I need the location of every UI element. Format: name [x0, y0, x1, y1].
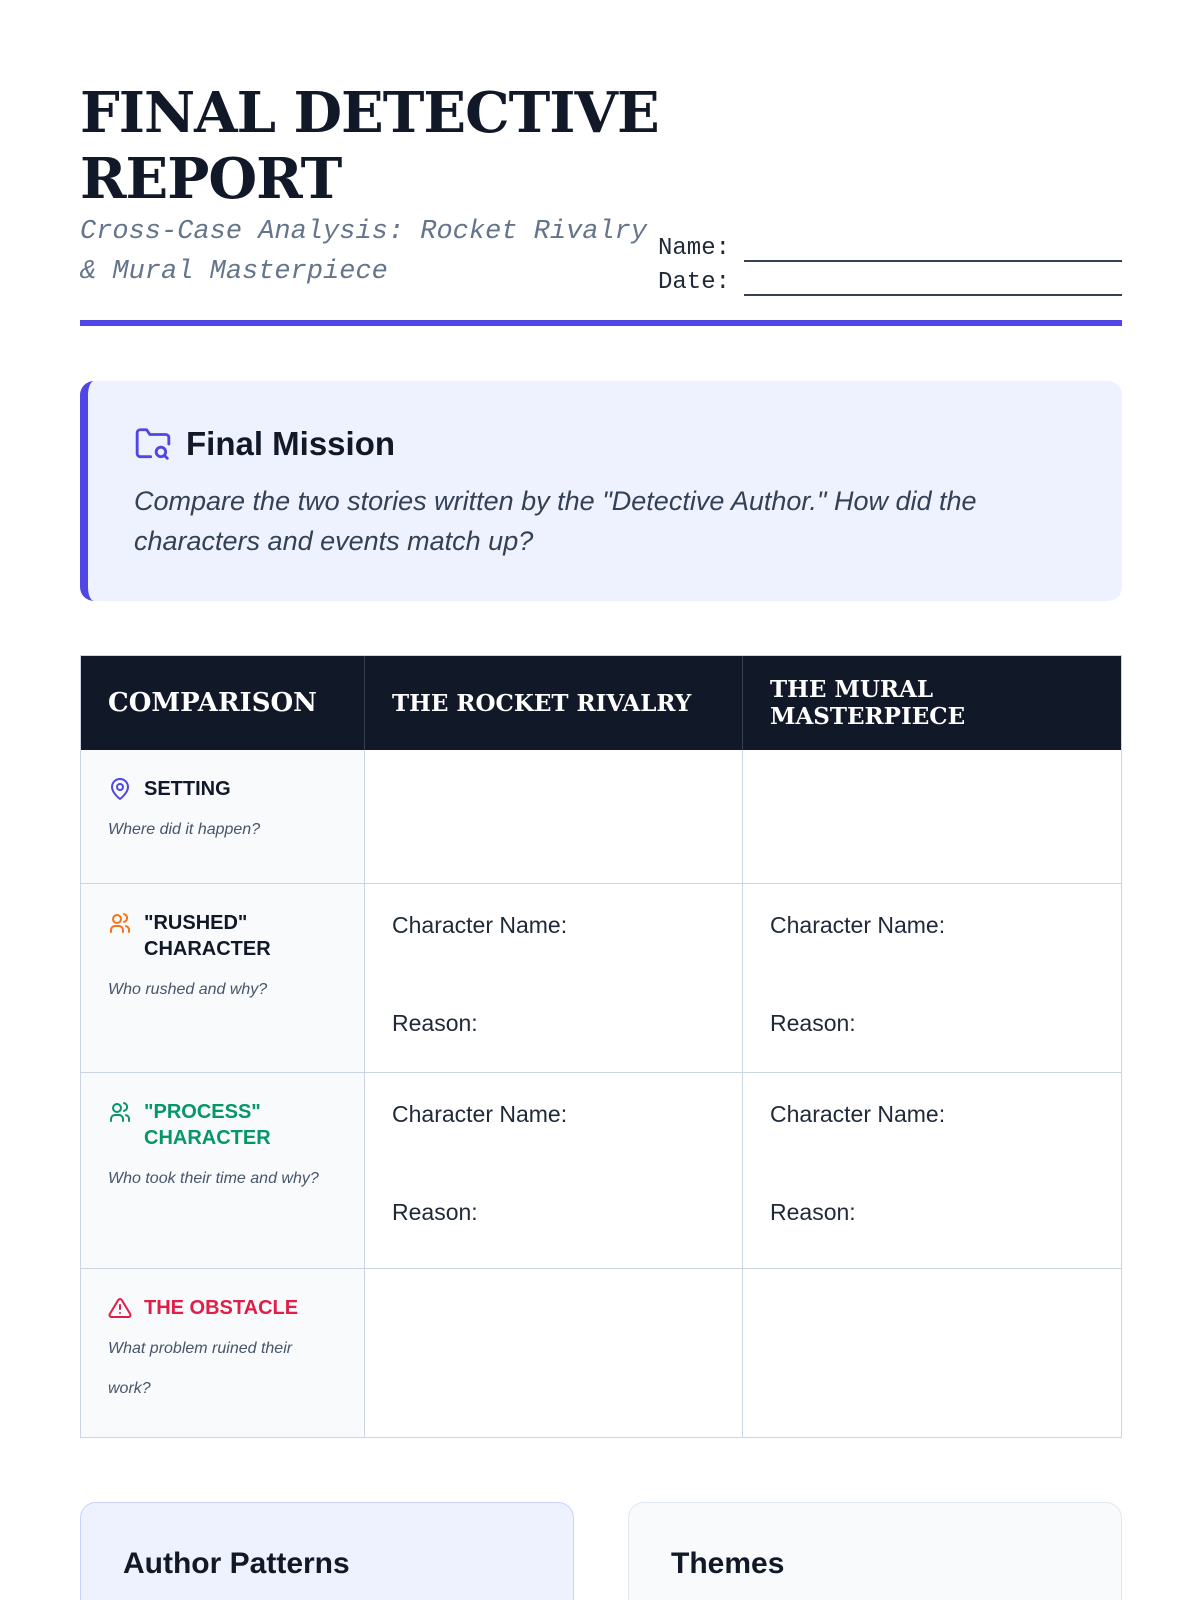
header-comparison: COMPARISON	[81, 656, 365, 750]
category-label: SETTING	[144, 778, 231, 800]
mission-box	[80, 381, 1122, 601]
category-question: Who took their time and why?	[108, 1170, 319, 1187]
header-rocket-rivalry: THE ROCKET RIVALRY	[365, 656, 743, 750]
mission-title: Final Mission	[186, 425, 396, 462]
mural-obstacle-answer[interactable]	[743, 1269, 1121, 1437]
character-name-label: Character Name:	[392, 912, 568, 938]
header-mural-masterpiece: THE MURAL MASTERPIECE	[770, 676, 966, 730]
page-subtitle: Cross-Case Analysis: Rocket Rivalry & Mural Masterpiece	[80, 217, 648, 287]
category-question: Where did it happen?	[108, 821, 261, 838]
category-label: THE OBSTACLE	[144, 1297, 299, 1319]
table-row-rushed-character	[81, 884, 1121, 1073]
warning-triangle-icon	[108, 1296, 132, 1320]
map-pin-icon	[108, 777, 132, 801]
date-field-row	[652, 262, 1122, 296]
mural-process-answer[interactable]	[743, 1073, 1121, 1268]
category-label: "PROCESS" CHARACTER	[144, 1101, 271, 1149]
mission-header	[134, 425, 395, 463]
table-row-obstacle	[81, 1269, 1121, 1437]
users-icon	[108, 911, 132, 935]
category-header	[108, 776, 337, 802]
author-patterns-title: Author Patterns	[123, 1547, 350, 1580]
rocket-obstacle-answer[interactable]	[365, 1269, 743, 1437]
users-icon	[108, 1100, 132, 1124]
student-info-fields	[652, 228, 1122, 296]
rocket-setting-answer[interactable]	[365, 750, 743, 883]
themes-card	[628, 1502, 1122, 1600]
date-input-line[interactable]	[744, 274, 1122, 296]
category-question: Who rushed and why?	[108, 981, 268, 998]
category-header	[108, 1099, 337, 1151]
mural-setting-answer[interactable]	[743, 750, 1121, 883]
themes-title: Themes	[671, 1547, 785, 1580]
category-header	[108, 1295, 337, 1321]
author-patterns-card	[80, 1502, 574, 1600]
page-title: FINAL DETECTIVE REPORT	[80, 80, 659, 212]
category-question: What problem ruined their work?	[108, 1340, 293, 1397]
rocket-rushed-answer[interactable]	[365, 884, 743, 1072]
category-header	[108, 910, 337, 962]
table-row-process-character	[81, 1073, 1121, 1269]
mural-rushed-answer[interactable]	[743, 884, 1121, 1072]
table-header-row	[81, 656, 1121, 750]
folder-search-icon	[134, 425, 172, 463]
reason-label: Reason:	[392, 1010, 478, 1036]
character-name-label: Character Name:	[770, 1101, 946, 1127]
reason-label: Reason:	[392, 1199, 478, 1225]
header-divider	[80, 320, 1122, 326]
category-label: "RUSHED" CHARACTER	[144, 912, 271, 960]
character-name-label: Character Name:	[770, 912, 946, 938]
date-label: Date:	[657, 269, 730, 296]
name-field-row	[652, 228, 1122, 262]
row-category	[81, 884, 365, 1072]
character-name-label: Character Name:	[392, 1101, 568, 1127]
name-input-line[interactable]	[744, 240, 1122, 262]
name-label: Name:	[657, 235, 730, 262]
reason-label: Reason:	[770, 1010, 856, 1036]
row-category	[81, 750, 365, 883]
mission-text: Compare the two stories written by the "Detective Author." How did the characters and events match up?	[134, 486, 977, 556]
reason-label: Reason:	[770, 1199, 856, 1225]
comparison-table	[80, 655, 1122, 1438]
rocket-process-answer[interactable]	[365, 1073, 743, 1268]
row-category	[81, 1269, 365, 1437]
worksheet-page	[80, 0, 1122, 1600]
row-category	[81, 1073, 365, 1268]
table-row-setting	[81, 750, 1121, 884]
